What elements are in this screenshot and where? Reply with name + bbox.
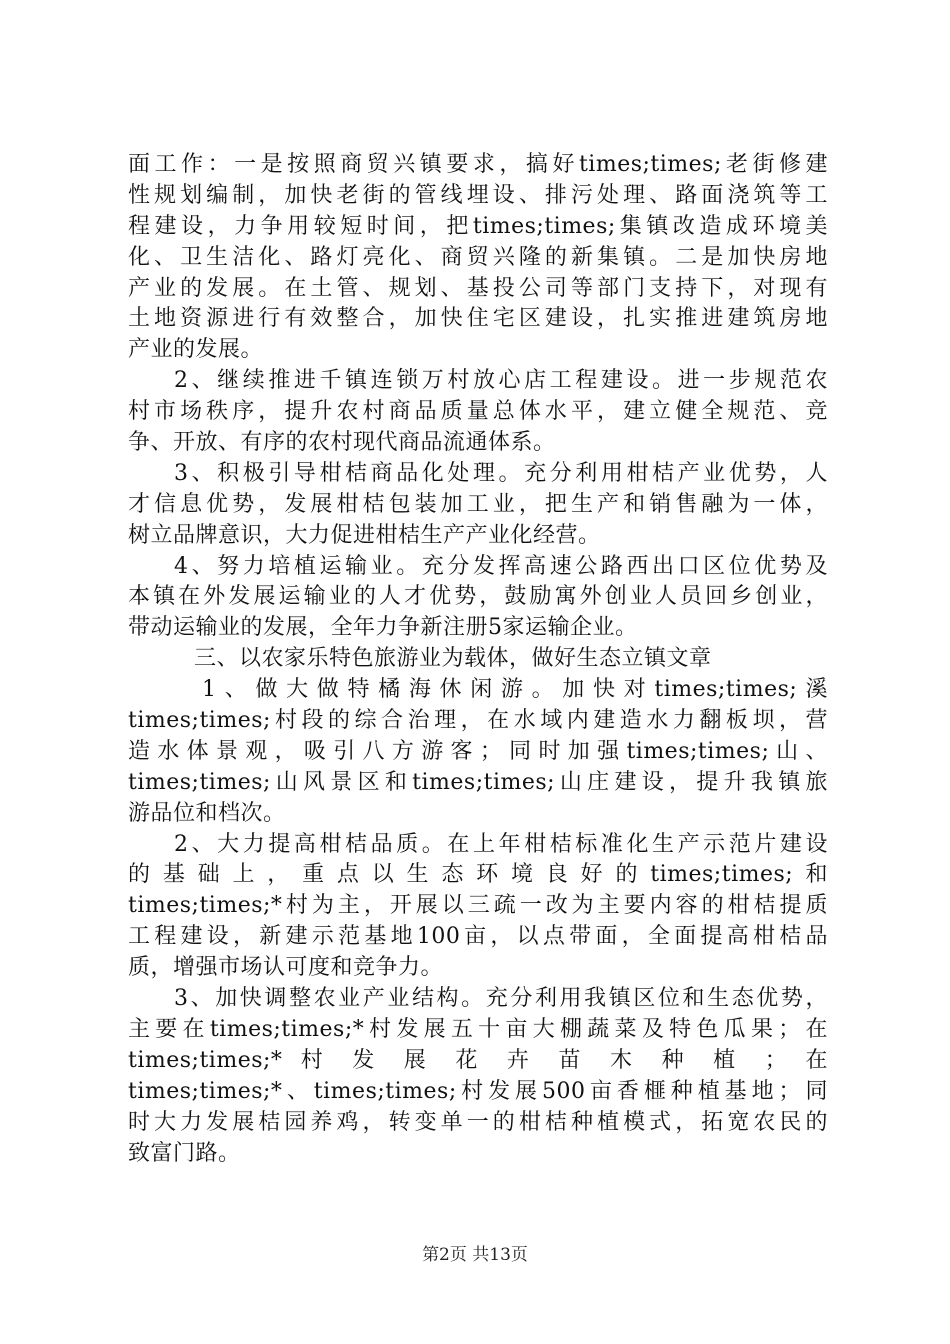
paragraph-start: 1、做大做特橘海休闲游。加快对times;times;溪 — [202, 677, 828, 703]
text-line: 游品位和档次。 — [128, 800, 286, 826]
text-line: 主要在times;times;*村发展五十亩大棚蔬菜及特色瓜果；在 — [128, 1016, 828, 1042]
text-line: 土地资源进行有效整合，加快住宅区建设，扎实推进建筑房地 — [128, 306, 828, 332]
text-line: 化、卫生洁化、路灯亮化、商贸兴隆的新集镇。二是加快房地 — [128, 244, 828, 270]
text-line: 本镇在外发展运输业的人才优势，鼓励寓外创业人员回乡创业， — [128, 584, 828, 610]
text-line: 时大力发展桔园养鸡，转变单一的柑桔种植模式，拓宽农民的 — [128, 1109, 828, 1135]
text-line: 争、开放、有序的农村现代商品流通体系。 — [128, 430, 556, 456]
paragraph-start: 3、积极引导柑桔商品化处理。充分利用柑桔产业优势，人 — [174, 460, 828, 486]
text-line: 产业的发展。在土管、规划、基投公司等部门支持下，对现有 — [128, 275, 828, 301]
text-line: times;times;*、times;times;村发展500亩香榧种植基地；同 — [128, 1078, 828, 1104]
text-line: 造水体景观，吸引八方游客；同时加强times;times;山、 — [128, 738, 828, 764]
text-line: 工程建设，新建示范基地100亩，以点带面，全面提高柑桔品 — [128, 924, 828, 950]
text-line: times;times;村段的综合治理，在水域内建造水力翻板坝，营 — [128, 708, 828, 734]
paragraph-start: 4、努力培植运输业。充分发挥高速公路西出口区位优势及 — [174, 553, 828, 579]
paragraph-start: 3、加快调整农业产业结构。充分利用我镇区位和生态优势， — [174, 986, 828, 1012]
text-line: 性规划编制，加快老街的管线埋设、排污处理、路面浇筑等工 — [128, 182, 828, 208]
paragraph-start: 2、大力提高柑桔品质。在上年柑桔标准化生产示范片建设 — [174, 831, 828, 857]
text-line: 面工作：一是按照商贸兴镇要求，搞好times;times;老街修建 — [128, 152, 828, 177]
text-line: times;times;*村为主，开展以三疏一改为主要内容的柑桔提质 — [128, 893, 828, 919]
text-line: times;times;* 村 发 展 花 卉 苗 木 种 植 ； 在 — [128, 1047, 828, 1073]
body-text — [128, 150, 828, 1169]
text-line: 村市场秩序，提升农村商品质量总体水平，建立健全规范、竞 — [128, 399, 828, 425]
text-line: 质，增强市场认可度和竞争力。 — [128, 955, 444, 981]
section-heading: 三、以农家乐特色旅游业为载体，做好生态立镇文章 — [194, 646, 712, 672]
text-line: 带动运输业的发展，全年力争新注册5家运输企业。 — [128, 615, 638, 641]
text-line: times;times;山风景区和times;times;山庄建设，提升我镇旅 — [128, 769, 828, 795]
text-line: 的基础上，重点以生态环境良好的times;times;和 — [128, 862, 828, 888]
text-line: 致富门路。 — [128, 1140, 241, 1166]
text-line: 产业的发展。 — [128, 337, 264, 363]
page-footer: 第2页 共13页 — [422, 1245, 528, 1265]
text-line: 程建设，力争用较短时间，把times;times;集镇改造成环境美 — [128, 213, 828, 239]
text-line: 才信息优势，发展柑桔包装加工业，把生产和销售融为一体， — [128, 491, 828, 517]
text-line: 树立品牌意识，大力促进柑桔生产产业化经营。 — [128, 522, 601, 548]
paragraph-start: 2、继续推进千镇连锁万村放心店工程建设。进一步规范农 — [174, 368, 828, 394]
